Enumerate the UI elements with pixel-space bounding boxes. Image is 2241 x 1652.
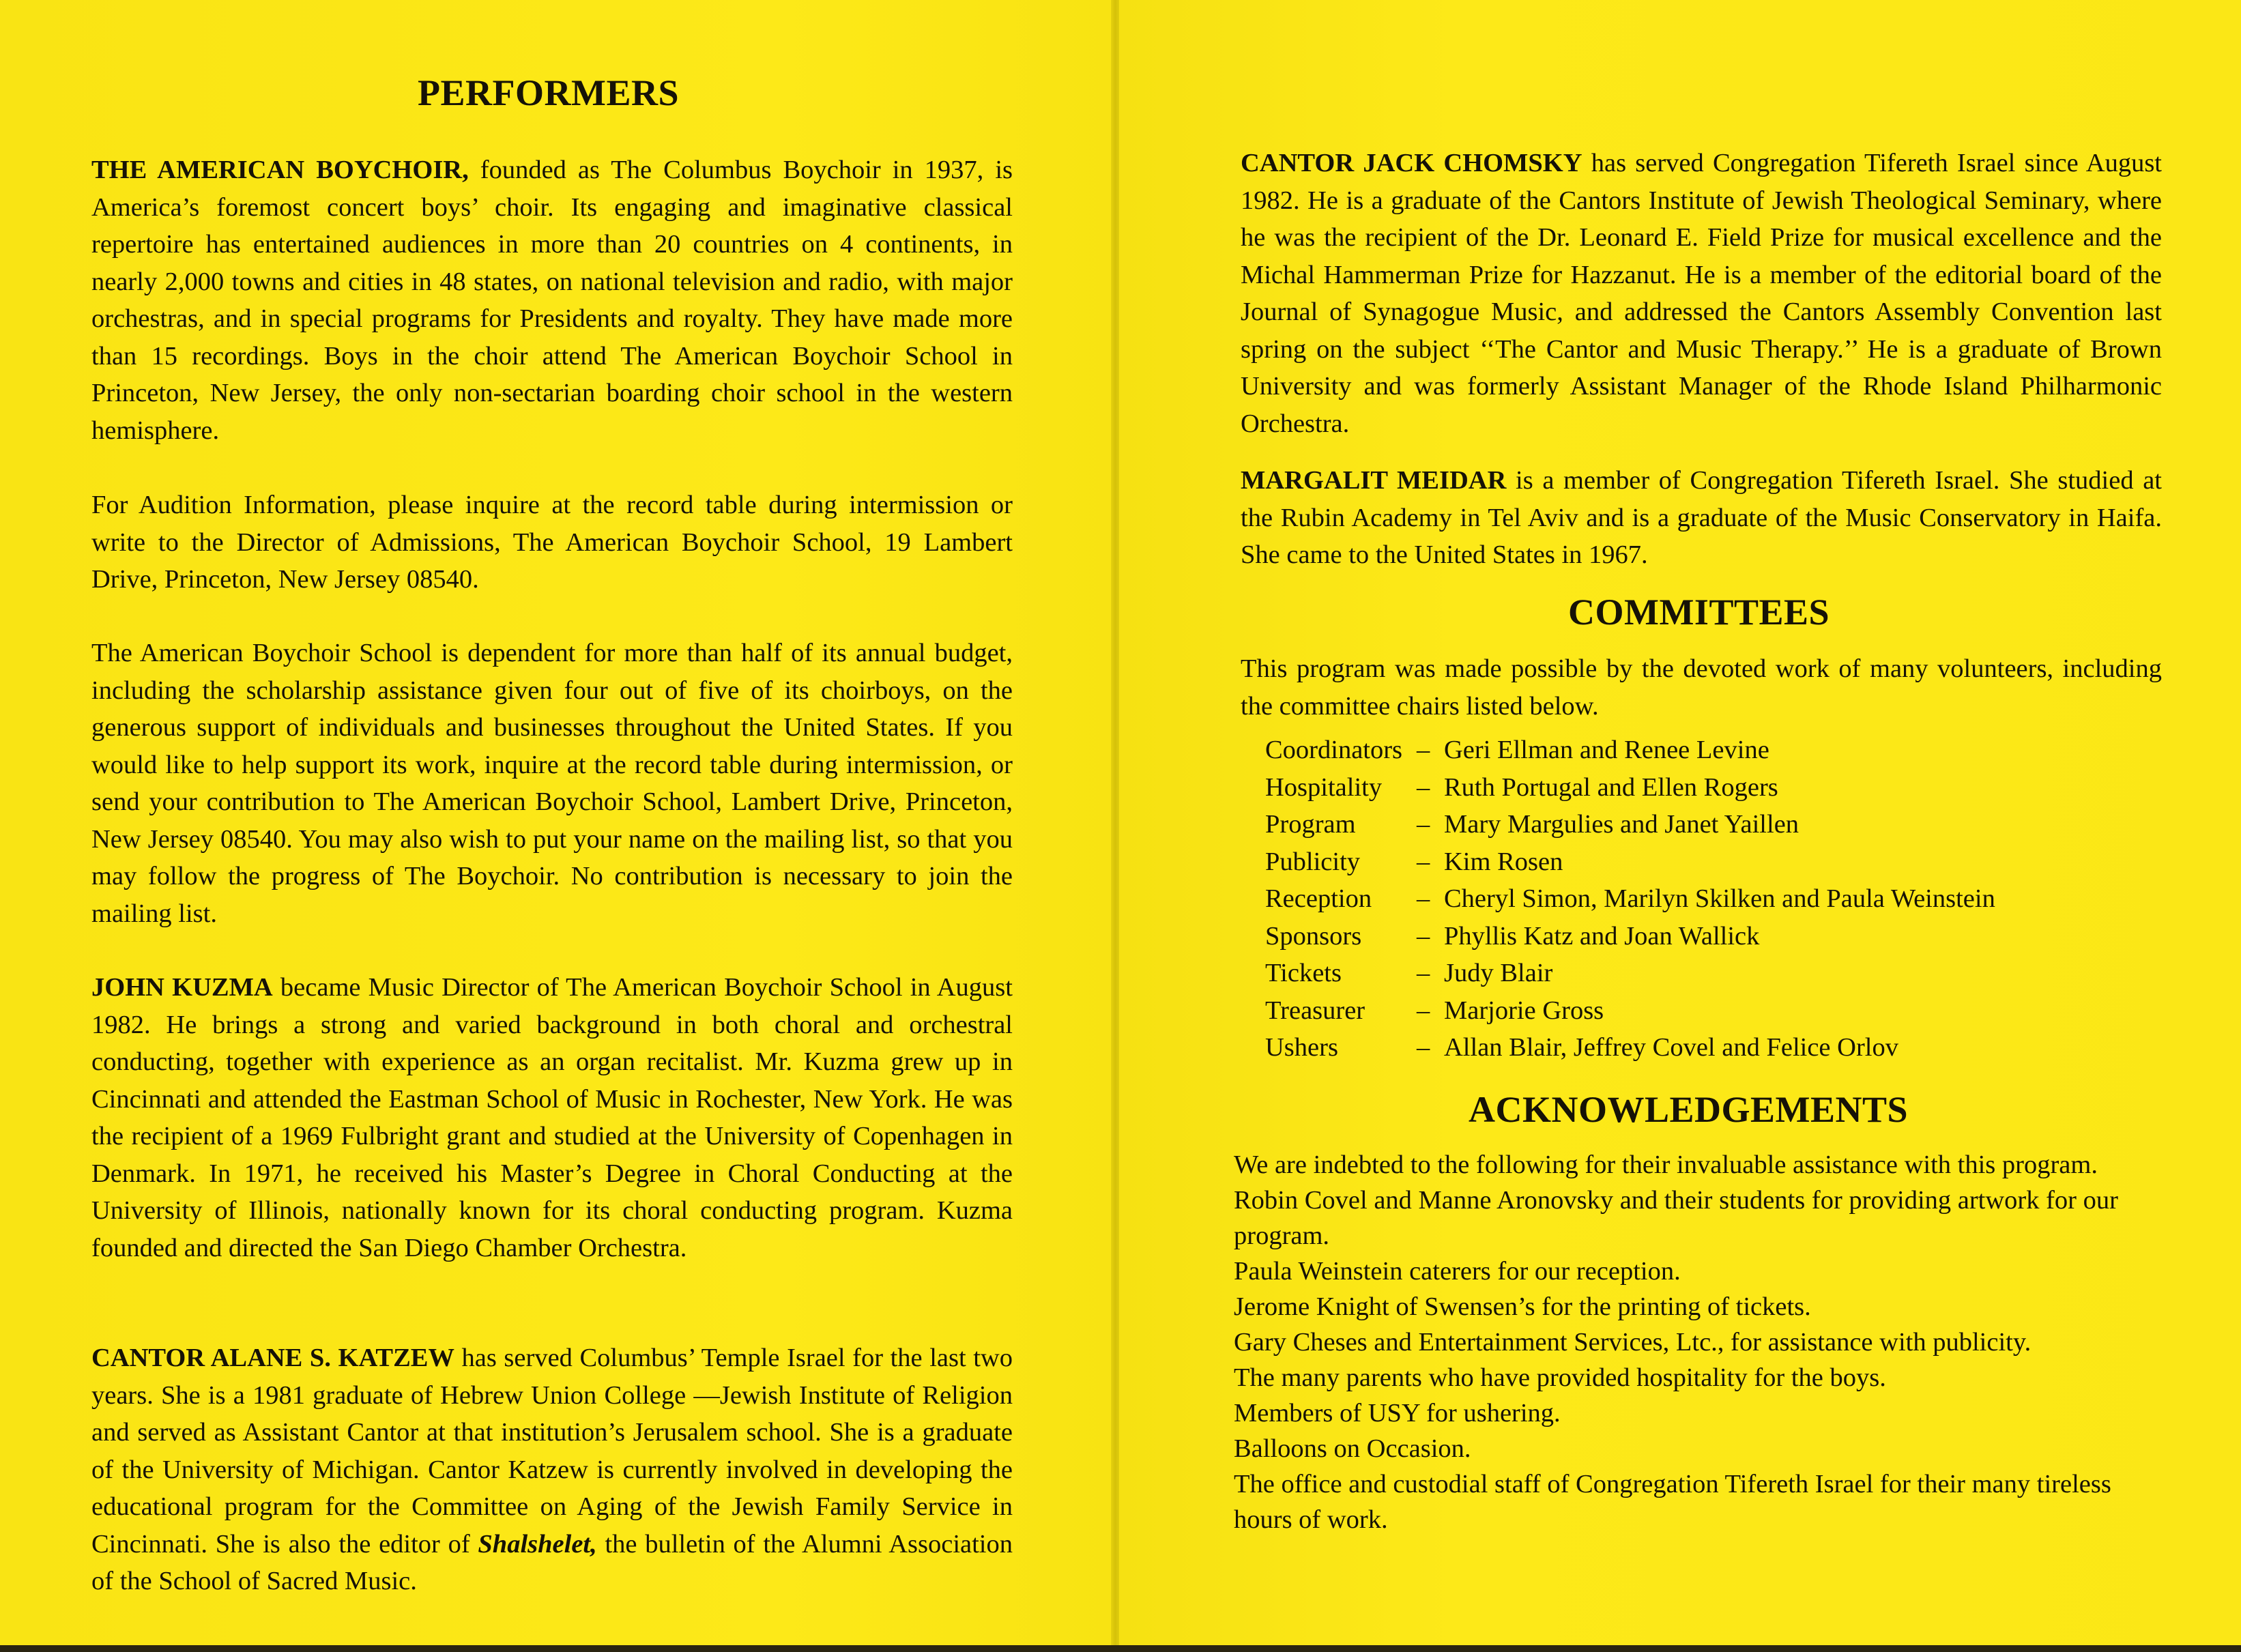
kuzma-name: JOHN KUZMA <box>91 973 273 1002</box>
committee-names: Kim Rosen <box>1444 847 1563 876</box>
committee-row <box>1265 1029 1995 1067</box>
support-paragraph: The American Boychoir School is dependent for more than half of its annual budget, including the scholarship assistance given four out of five of its choirboys, on the generous support of individuals and businesses throughout the United States. If you would like to help support its work, inquire at the record table during intermission, or send your contribution to The American Boychoir School, Lambert Drive, Princeton, New Jersey 08540. You may also wish to put your name on the mailing list, so that you may follow the progress of The Boychoir. No contribution is necessary to join the mailing list. <box>91 639 1013 928</box>
committee-dash: – <box>1417 810 1430 839</box>
committee-row <box>1265 731 1995 769</box>
ack-line: Robin Covel and Manne Aronovsky and their students for providing artwork for our program. <box>1234 1186 2118 1250</box>
committee-role: Program <box>1265 810 1356 839</box>
committee-dash: – <box>1417 996 1430 1025</box>
committee-names: Allan Blair, Jeffrey Covel and Felice Orlov <box>1444 1033 1898 1062</box>
committee-row <box>1265 806 1995 843</box>
kuzma-paragraph <box>91 969 1013 1266</box>
katzew-name: CANTOR ALANE S. KATZEW <box>91 1344 454 1372</box>
committee-role: Hospitality <box>1265 772 1383 802</box>
meidar-text: is a member of Congregation Tifereth Israel. She studied at the Rubin Academy in Tel Aviv and is a graduate of the Music Conservatory in Haifa. She came to the United States in 1967. <box>1241 466 2162 569</box>
chomsky-text: has served Congregation Tifereth Israel since August 1982. He is a graduate of the Cantors Institute of Jewish Theological Seminary, where he was the recipient of the Dr. Leonard E. Field Prize for musical excellence and the Michal Hammerman Prize for Hazzanut. He is a member of the editorial board of the Journal of Synagogue Music, and addressed the Cantors Assembly Convention last spring on the subject ‘‘The Cantor and Music Therapy.’’ He is a graduate of Brown University and was formerly Assistant Manager of the Rhode Island Philharmonic Orchestra. <box>1241 149 2162 438</box>
ack-line: Jerome Knight of Swensen’s for the printing of tickets. <box>1234 1292 1811 1321</box>
committee-dash: – <box>1417 736 1430 764</box>
committee-dash: – <box>1417 959 1430 987</box>
committees-heading: COMMITTEES <box>1568 592 1830 633</box>
chomsky-name: CANTOR JACK CHOMSKY <box>1241 149 1582 177</box>
committee-names: Geri Ellman and Renee Levine <box>1444 736 1769 764</box>
committee-dash: – <box>1417 1033 1430 1062</box>
ack-line: Members of USY for ushering. <box>1234 1399 1561 1428</box>
acknowledgements-list <box>1234 1147 2159 1537</box>
performers-heading: PERFORMERS <box>418 72 679 113</box>
committee-role: Sponsors <box>1265 921 1362 951</box>
committee-role: Coordinators <box>1265 736 1403 764</box>
boychoir-name: THE AMERICAN BOYCHOIR, <box>91 156 469 184</box>
committee-row <box>1265 918 1995 955</box>
ack-line: Paula Weinstein caterers for our reception. <box>1234 1257 1681 1286</box>
committee-list <box>1265 731 1995 1067</box>
committee-row <box>1265 992 1995 1030</box>
acknowledgements-heading: ACKNOWLEDGEMENTS <box>1469 1089 1909 1130</box>
committee-role: Publicity <box>1265 847 1361 876</box>
committee-role: Ushers <box>1265 1033 1338 1062</box>
katzew-publication: Shalshelet, <box>478 1529 597 1559</box>
chomsky-paragraph <box>1241 145 2162 442</box>
boychoir-paragraph <box>91 151 1013 449</box>
left-page <box>0 0 1114 1652</box>
katzew-text-end: the bulletin of the Alumni Association of the School of Sacred Music. <box>91 1529 1013 1595</box>
meidar-name: MARGALIT MEIDAR <box>1241 466 1507 495</box>
ack-line: We are indebted to the following for their invaluable assistance with this program. <box>1234 1150 2098 1179</box>
committee-dash: – <box>1417 921 1430 951</box>
ack-line: The many parents who have provided hospitality for the boys. <box>1234 1363 1886 1392</box>
committee-names: Phyllis Katz and Joan Wallick <box>1444 921 1760 951</box>
committee-names: Ruth Portugal and Ellen Rogers <box>1444 772 1778 802</box>
committee-role: Tickets <box>1265 959 1342 987</box>
committee-names: Cheryl Simon, Marilyn Skilken and Paula Weinstein <box>1444 884 1995 913</box>
committee-names: Mary Margulies and Janet Yaillen <box>1444 810 1799 839</box>
ack-line: Balloons on Occasion. <box>1234 1434 1471 1463</box>
committee-dash: – <box>1417 847 1430 876</box>
committees-intro: This program was made possible by the devoted work of many volunteers, including the committee chairs listed below. <box>1241 654 2162 721</box>
katzew-text: has served Columbus’ Temple Israel for the last two years. She is a 1981 graduate of Hebrew Union College —Jewish Institute of Religion and served as Assistant Cantor at that institution’s Jerusalem school. She is a graduate of the University of Michigan. Cantor Katzew is currently involved in developing the educational program for the Committee on Aging of the Jewish Family Service in Cincinnati. She is also the editor of <box>91 1344 1013 1559</box>
katzew-paragraph <box>91 1339 1013 1600</box>
boychoir-text: founded as The Columbus Boychoir in 1937, is America’s foremost concert boys’ choir. Its engaging and imaginative classical repertoire has entertained audiences in more than 20 countries on 4 continents, in nearly 2,000 towns and cities in 48 states, on national television and radio, with major orchestras, and in special programs for Presidents and royalty. They have made more than 15 recordings. Boys in the choir attend The American Boychoir School in Princeton, New Jersey, the only non-sectarian boarding choir school in the western hemisphere. <box>91 156 1013 445</box>
meidar-paragraph <box>1241 462 2162 574</box>
ack-line: Gary Cheses and Entertainment Services, Ltc., for assistance with publicity. <box>1234 1328 2032 1357</box>
bottom-page-edge <box>0 1645 2241 1652</box>
committee-row <box>1265 880 1995 918</box>
audition-paragraph: For Audition Information, please inquire at the record table during intermission or write to the Director of Admissions, The American Boychoir School, 19 Lambert Drive, Princeton, New Jersey 08540. <box>91 491 1013 594</box>
committee-role: Reception <box>1265 884 1372 913</box>
committee-dash: – <box>1417 884 1430 913</box>
committee-names: Marjorie Gross <box>1444 996 1604 1025</box>
committee-role: Treasurer <box>1265 996 1365 1025</box>
committee-row <box>1265 843 1995 881</box>
committee-names: Judy Blair <box>1444 959 1553 987</box>
ack-line: The office and custodial staff of Congregation Tifereth Israel for their many tireless hours of work. <box>1234 1470 2111 1534</box>
committee-row <box>1265 769 1995 807</box>
committee-row <box>1265 955 1995 992</box>
committee-dash: – <box>1417 772 1430 802</box>
kuzma-text: became Music Director of The American Boychoir School in August 1982. He brings a strong and varied background in both choral and orchestral conducting, together with experience as an organ recitalist. Mr. Kuzma grew up in Cincinnati and attended the Eastman School of Music in Rochester, New York. He was the recipient of a 1969 Fulbright grant and studied at the University of Copenhagen in Denmark. In 1971, he received his Master’s Degree in Choral Conducting at the University of Illinois, nationally known for its choral conducting program. Kuzma founded and directed the San Diego Chamber Orchestra. <box>91 973 1013 1262</box>
